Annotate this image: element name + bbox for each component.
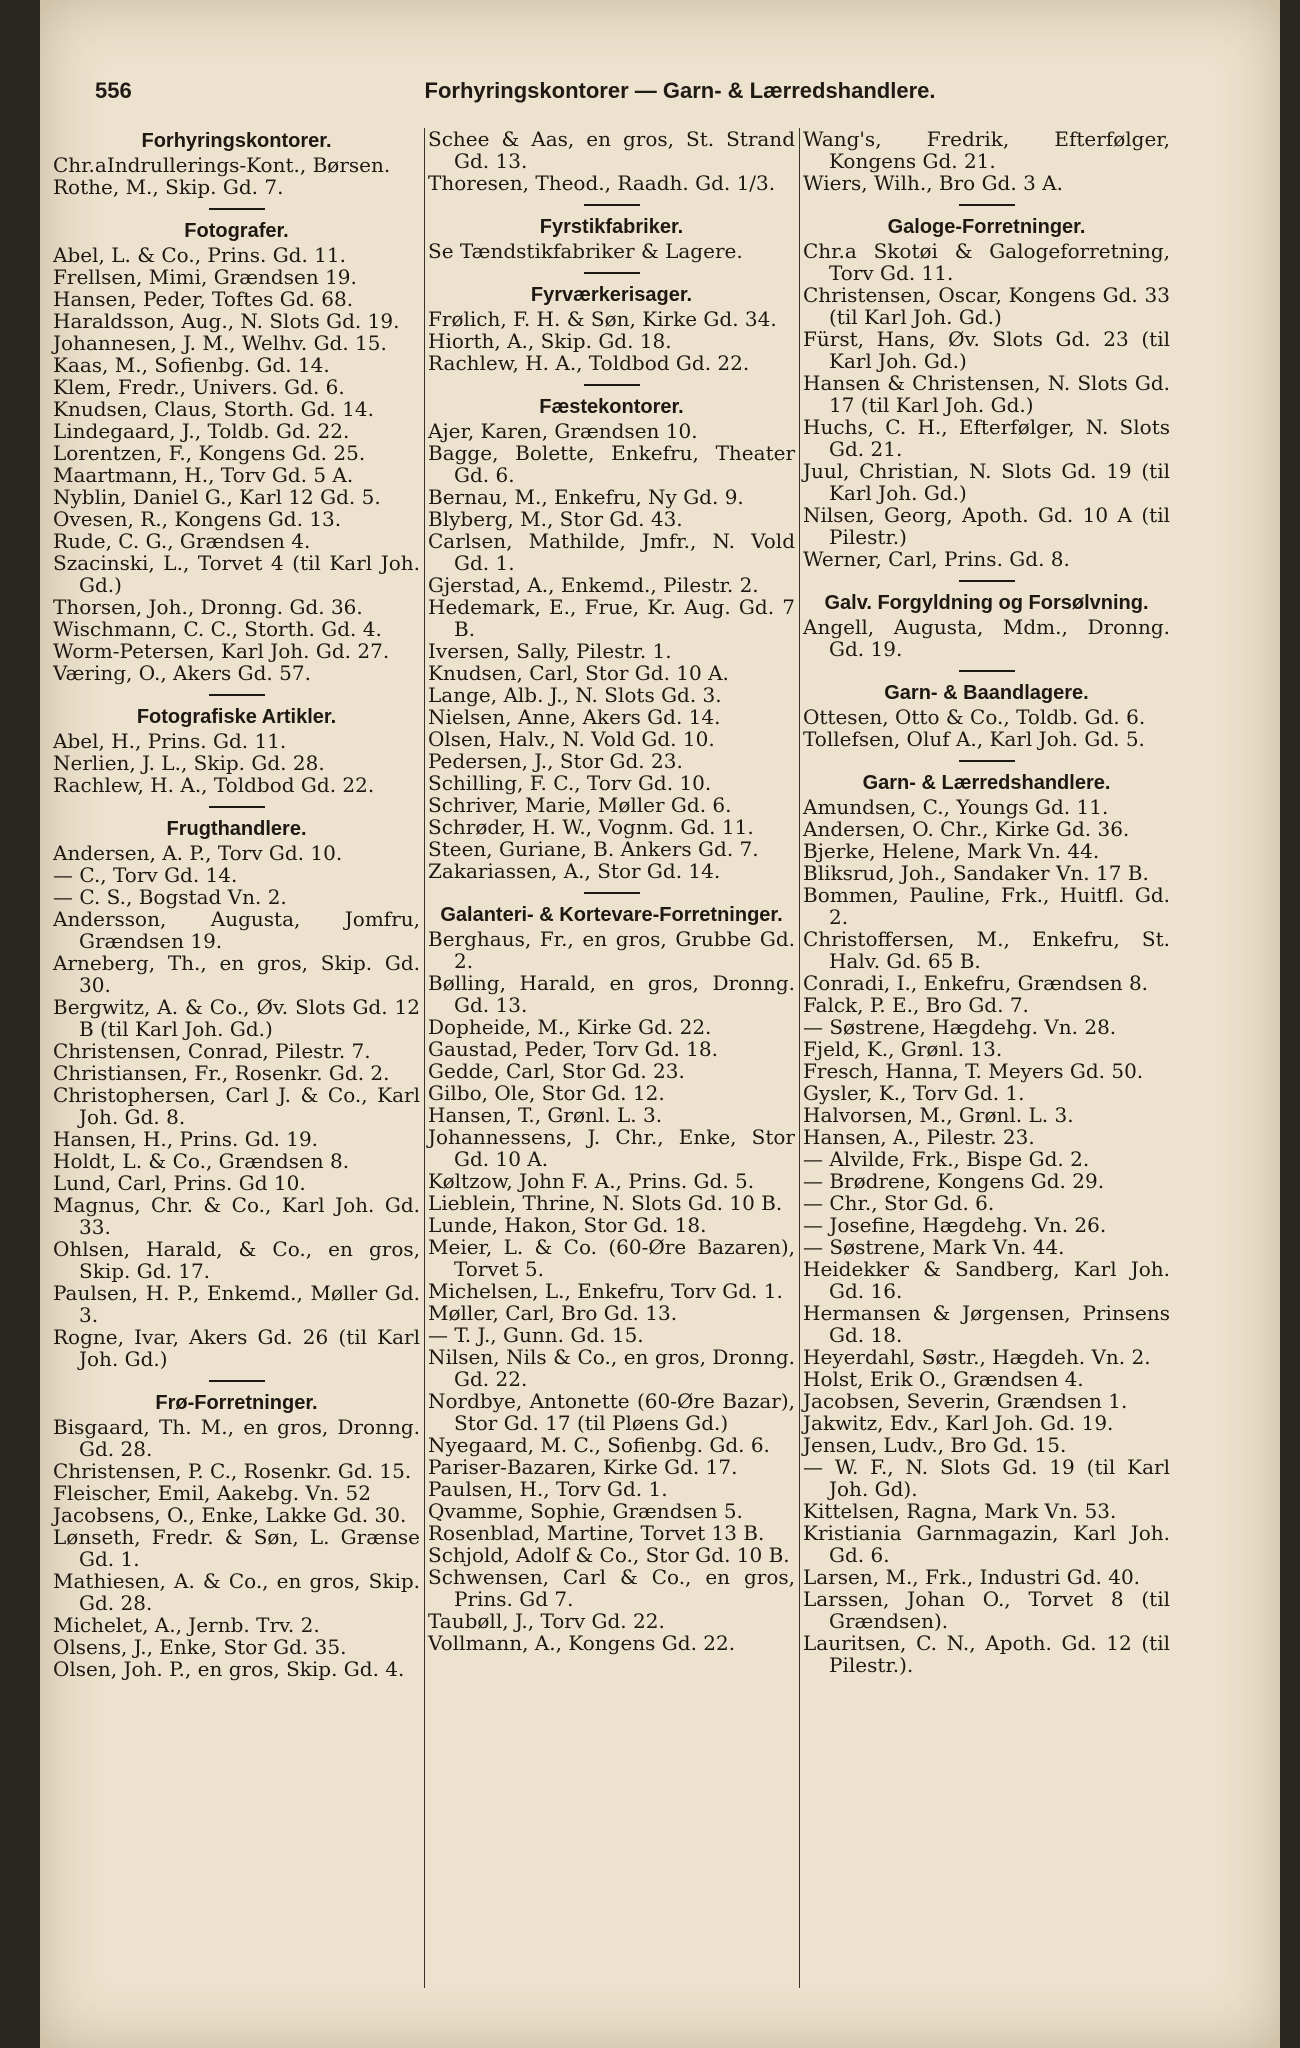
section-heading: Fæstekontorer.	[539, 396, 684, 418]
directory-entry: Ovesen, R., Kongens Gd. 13.	[53, 507, 342, 531]
directory-entry: — Søstrene, Hægdehg. Vn. 28.	[803, 1015, 1117, 1039]
directory-entry: Michelet, A., Jernb. Trv. 2.	[53, 1613, 320, 1637]
directory-entry: Bisgaard, Th. M., en gros, Dronng. Gd. 28.	[53, 1415, 420, 1461]
directory-entry: Jacobsen, Severin, Grændsen 1.	[803, 1389, 1128, 1413]
directory-entry: Hedemark, E., Frue, Kr. Aug. Gd. 7 B.	[428, 595, 795, 641]
directory-entry: Kittelsen, Ragna, Mark Vn. 53.	[803, 1499, 1117, 1523]
directory-entry: Nielsen, Anne, Akers Gd. 14.	[428, 705, 721, 729]
directory-entry: Bliksrud, Joh., Sandaker Vn. 17 B.	[803, 861, 1149, 885]
directory-entry: — Alvilde, Frk., Bispe Gd. 2.	[803, 1147, 1090, 1171]
directory-entry: Klem, Fredr., Univers. Gd. 6.	[53, 375, 345, 399]
directory-entry: Olsen, Halv., N. Vold Gd. 10.	[428, 727, 715, 751]
directory-entry: Lønseth, Fredr. & Søn, L. Grænse Gd. 1.	[53, 1525, 420, 1571]
directory-entry: Christensen, P. C., Rosenkr. Gd. 15.	[53, 1459, 412, 1483]
directory-entry: Rogne, Ivar, Akers Gd. 26 (til Karl Joh. Gd.)	[53, 1325, 420, 1371]
directory-entry: Huchs, C. H., Efterfølger, N. Slots Gd. 21.	[803, 415, 1170, 461]
section-separator	[584, 272, 640, 274]
directory-entry: Thorsen, Joh., Dronng. Gd. 36.	[53, 595, 363, 619]
directory-entry: Lindegaard, J., Toldb. Gd. 22.	[53, 419, 350, 443]
directory-entry: Olsen, Joh. P., en gros, Skip. Gd. 4.	[53, 1657, 405, 1681]
directory-entry: Holdt, L. & Co., Grændsen 8.	[53, 1149, 350, 1173]
section-separator	[209, 208, 265, 210]
section-heading: Galv. Forgyldning og Forsølvning.	[824, 592, 1149, 614]
directory-entry: Johannesen, J. M., Welhv. Gd. 15.	[53, 331, 387, 355]
directory-entry: Michelsen, L., Enkefru, Torv Gd. 1.	[428, 1279, 783, 1303]
directory-entry: Rothe, M., Skip. Gd. 7.	[53, 175, 284, 199]
section-heading: Frø-Forretninger.	[155, 1392, 318, 1414]
directory-entry: Chr.a Skotøi & Galogeforretning, Torv Gd. 11.	[803, 239, 1170, 285]
directory-entry: Rude, C. G., Grændsen 4.	[53, 529, 311, 553]
directory-entry: Schee & Aas, en gros, St. Strand Gd. 13.	[428, 127, 795, 173]
section-heading: Fyrværkerisager.	[530, 284, 693, 306]
directory-entry: Fürst, Hans, Øv. Slots Gd. 23 (til Karl Joh. Gd.)	[803, 327, 1170, 373]
directory-entry: Bernau, M., Enkefru, Ny Gd. 9.	[428, 485, 744, 509]
directory-entry: Paulsen, H., Torv Gd. 1.	[428, 1477, 668, 1501]
directory-entry: Jacobsens, O., Enke, Lakke Gd. 30.	[53, 1503, 407, 1527]
directory-entry: Larssen, Johan O., Torvet 8 (til Grændsen).	[803, 1587, 1170, 1633]
directory-entry: Gysler, K., Torv Gd. 1.	[803, 1081, 1025, 1105]
section-heading: Fotografer.	[184, 220, 289, 242]
directory-entry: Zakariassen, A., Stor Gd. 14.	[428, 859, 721, 883]
directory-entry: Knudsen, Claus, Storth. Gd. 14.	[53, 397, 374, 421]
directory-entry: Iversen, Sally, Pilestr. 1.	[428, 639, 672, 663]
section-heading: Frugthandlere.	[166, 818, 307, 840]
section-separator	[959, 204, 1015, 206]
directory-entry: Taubøll, J., Torv Gd. 22.	[428, 1609, 665, 1633]
column-1	[53, 128, 420, 1680]
directory-entry: Køltzow, John F. A., Prins. Gd. 5.	[428, 1169, 755, 1193]
section-heading: Forhyringskontorer.	[141, 130, 332, 152]
directory-entry: — Brødrene, Kongens Gd. 29.	[803, 1169, 1105, 1193]
directory-entry: Wischmann, C. C., Storth. Gd. 4.	[53, 617, 382, 641]
directory-entry: Werner, Carl, Prins. Gd. 8.	[803, 547, 1070, 571]
section-separator	[584, 204, 640, 206]
column-divider	[424, 128, 425, 1988]
directory-entry: Angell, Augusta, Mdm., Dronng. Gd. 19.	[803, 615, 1170, 661]
directory-entry: Olsens, J., Enke, Stor Gd. 35.	[53, 1635, 347, 1659]
directory-entry: Nilsen, Nils & Co., en gros, Dronng. Gd. 22.	[428, 1345, 795, 1391]
directory-entry: Ottesen, Otto & Co., Toldb. Gd. 6.	[803, 705, 1146, 729]
directory-entry: Schilling, F. C., Torv Gd. 10.	[428, 771, 712, 795]
directory-entry: Dopheide, M., Kirke Gd. 22.	[428, 1015, 712, 1039]
directory-entry: Hansen, T., Grønl. L. 3.	[428, 1103, 663, 1127]
directory-entry: Fleischer, Emil, Aakebg. Vn. 52	[53, 1481, 371, 1505]
directory-entry: Lange, Alb. J., N. Slots Gd. 3.	[428, 683, 722, 707]
directory-entry: Vollmann, A., Kongens Gd. 22.	[428, 1631, 736, 1655]
directory-entry: Frølich, F. H. & Søn, Kirke Gd. 34.	[428, 307, 777, 331]
directory-entry: Kaas, M., Sofienbg. Gd. 14.	[53, 353, 330, 377]
directory-entry: Nerlien, J. L., Skip. Gd. 28.	[53, 751, 325, 775]
directory-entry: Schriver, Marie, Møller Gd. 6.	[428, 793, 732, 817]
directory-entry: Tollefsen, Oluf A., Karl Joh. Gd. 5.	[803, 727, 1145, 751]
directory-entry: Schjold, Adolf & Co., Stor Gd. 10 B.	[428, 1543, 790, 1567]
directory-entry: — C., Torv Gd. 14.	[53, 863, 238, 887]
directory-entry: Heyerdahl, Søstr., Hægdeh. Vn. 2.	[803, 1345, 1151, 1369]
directory-entry: Qvamme, Sophie, Grændsen 5.	[428, 1499, 743, 1523]
directory-entry: Nordbye, Antonette (60-Øre Bazar), Stor Gd. 17 (til Pløens Gd.)	[428, 1389, 795, 1435]
directory-entry: Christensen, Conrad, Pilestr. 7.	[53, 1039, 371, 1063]
directory-entry: Wiers, Wilh., Bro Gd. 3 A.	[803, 171, 1063, 195]
directory-entry: Halvorsen, M., Grønl. L. 3.	[803, 1103, 1074, 1127]
directory-entry: Wang's, Fredrik, Efterfølger, Kongens Gd. 21.	[803, 127, 1170, 173]
section-separator	[959, 670, 1015, 672]
directory-entry: Gedde, Carl, Stor Gd. 23.	[428, 1059, 685, 1083]
directory-entry: Ohlsen, Harald, & Co., en gros, Skip. Gd. 17.	[53, 1237, 420, 1283]
directory-entry: Arneberg, Th., en gros, Skip. Gd. 30.	[53, 951, 420, 997]
directory-entry: Heidekker & Sandberg, Karl Joh. Gd. 16.	[803, 1257, 1170, 1303]
directory-entry: Bagge, Bolette, Enkefru, Theater Gd. 6.	[428, 441, 795, 487]
directory-entry: Gilbo, Ole, Stor Gd. 12.	[428, 1081, 665, 1105]
directory-entry: Juul, Christian, N. Slots Gd. 19 (til Karl Joh. Gd.)	[803, 459, 1170, 505]
directory-entry: Hansen, A., Pilestr. 23.	[803, 1125, 1035, 1149]
directory-entry: Abel, H., Prins. Gd. 11.	[53, 729, 287, 753]
directory-entry: Conradi, I., Enkefru, Grændsen 8.	[803, 971, 1149, 995]
section-heading: Galoge-Forretninger.	[887, 216, 1086, 238]
directory-entry: Knudsen, Carl, Stor Gd. 10 A.	[428, 661, 729, 685]
directory-entry: Hermansen & Jørgensen, Prinsens Gd. 18.	[803, 1301, 1170, 1347]
directory-entry: Schwensen, Carl & Co., en gros, Prins. Gd 7.	[428, 1565, 795, 1611]
section-separator	[209, 806, 265, 808]
directory-entry: — T. J., Gunn. Gd. 15.	[428, 1323, 644, 1347]
directory-entry: Gjerstad, A., Enkemd., Pilestr. 2.	[428, 573, 759, 597]
directory-entry: Lauritsen, C. N., Apoth. Gd. 12 (til Pilestr.).	[803, 1631, 1170, 1677]
directory-entry: — Søstrene, Mark Vn. 44.	[803, 1235, 1065, 1259]
directory-entry: — C. S., Bogstad Vn. 2.	[53, 885, 287, 909]
directory-entry: Meier, L. & Co. (60-Øre Bazaren), Torvet 5.	[428, 1235, 795, 1281]
directory-entry: Paulsen, H. P., Enkemd., Møller Gd. 3.	[53, 1281, 420, 1327]
directory-entry: Se Tændstikfabriker & Lagere.	[428, 239, 743, 263]
column-3	[803, 128, 1170, 1676]
column-2	[428, 128, 795, 1654]
directory-entry: Carlsen, Mathilde, Jmfr., N. Vold Gd. 1.	[428, 529, 795, 575]
page-number: 556	[95, 78, 132, 103]
directory-entry: Fresch, Hanna, T. Meyers Gd. 50.	[803, 1059, 1144, 1083]
directory-entry: Jensen, Ludv., Bro Gd. 15.	[803, 1433, 1067, 1457]
directory-entry: Rachlew, H. A., Toldbod Gd. 22.	[53, 773, 375, 797]
directory-entry: Andersen, A. P., Torv Gd. 10.	[53, 841, 343, 865]
directory-entry: Rosenblad, Martine, Torvet 13 B.	[428, 1521, 765, 1545]
section-separator	[209, 1380, 265, 1382]
section-separator	[959, 760, 1015, 762]
running-title: Forhyringskontorer — Garn- & Lærredshandlere.	[424, 78, 936, 103]
section-separator	[959, 580, 1015, 582]
directory-entry: Berghaus, Fr., en gros, Grubbe Gd. 2.	[428, 927, 795, 973]
directory-entry: Thoresen, Theod., Raadh. Gd. 1/3.	[428, 171, 776, 195]
directory-entry: Lunde, Hakon, Stor Gd. 18.	[428, 1213, 707, 1237]
directory-entry: Hiorth, A., Skip. Gd. 18.	[428, 329, 672, 353]
directory-entry: Chr.aIndrullerings-Kont., Børsen.	[53, 153, 391, 177]
section-heading: Garn- & Lærredshandlere.	[862, 772, 1111, 794]
directory-entry: Ajer, Karen, Grændsen 10.	[428, 419, 698, 443]
directory-entry: Larsen, M., Frk., Industri Gd. 40.	[803, 1565, 1141, 1589]
directory-entry: Bommen, Pauline, Frk., Huitfl. Gd. 2.	[803, 883, 1170, 929]
section-separator	[209, 694, 265, 696]
directory-entry: Maartmann, H., Torv Gd. 5 A.	[53, 463, 354, 487]
section-heading: Galanteri- & Kortevare-Forretninger.	[440, 904, 783, 926]
directory-entry: Bergwitz, A. & Co., Øv. Slots Gd. 12 B (til Karl Joh. Gd.)	[53, 995, 420, 1041]
directory-entry: Christensen, Oscar, Kongens Gd. 33 (til Karl Joh. Gd.)	[803, 283, 1170, 329]
section-heading: Garn- & Baandlagere.	[884, 682, 1089, 704]
directory-entry: Haraldsson, Aug., N. Slots Gd. 19.	[53, 309, 400, 333]
directory-entry: Gaustad, Peder, Torv Gd. 18.	[428, 1037, 718, 1061]
directory-entry: Rachlew, H. A., Toldbod Gd. 22.	[428, 351, 750, 375]
section-heading: Fotografiske Artikler.	[136, 706, 337, 728]
directory-entry: Amundsen, C., Youngs Gd. 11.	[803, 795, 1109, 819]
directory-entry: Andersson, Augusta, Jomfru, Grændsen 19.	[53, 907, 420, 953]
directory-entry: Lund, Carl, Prins. Gd 10.	[53, 1171, 306, 1195]
directory-entry: Christophersen, Carl J. & Co., Karl Joh. Gd. 8.	[53, 1083, 420, 1129]
directory-entry: Bjerke, Helene, Mark Vn. 44.	[803, 839, 1100, 863]
directory-entry: Abel, L. & Co., Prins. Gd. 11.	[53, 243, 346, 267]
directory-entry: Hansen, Peder, Toftes Gd. 68.	[53, 287, 354, 311]
directory-entry: Christiansen, Fr., Rosenkr. Gd. 2.	[53, 1061, 390, 1085]
directory-entry: — W. F., N. Slots Gd. 19 (til Karl Joh. Gd).	[803, 1455, 1170, 1501]
directory-entry: Jakwitz, Edv., Karl Joh. Gd. 19.	[803, 1411, 1114, 1435]
directory-entry: Szacinski, L., Torvet 4 (til Karl Joh. Gd.)	[53, 551, 420, 597]
directory-entry: Mathiesen, A. & Co., en gros, Skip. Gd. 28.	[53, 1569, 420, 1615]
directory-entry: Magnus, Chr. & Co., Karl Joh. Gd. 33.	[53, 1193, 420, 1239]
directory-entry: Christoffersen, M., Enkefru, St. Halv. Gd. 65 B.	[803, 927, 1170, 973]
column-divider	[799, 128, 800, 1988]
directory-entry: Lieblein, Thrine, N. Slots Gd. 10 B.	[428, 1191, 783, 1215]
directory-entry: Falck, P. E., Bro Gd. 7.	[803, 993, 1029, 1017]
directory-entry: Nilsen, Georg, Apoth. Gd. 10 A (til Pilestr.)	[803, 503, 1170, 549]
directory-entry: Nyblin, Daniel G., Karl 12 Gd. 5.	[53, 485, 381, 509]
directory-entry: Hansen & Christensen, N. Slots Gd. 17 (til Karl Joh. Gd.)	[803, 371, 1170, 417]
directory-entry: Steen, Guriane, B. Ankers Gd. 7.	[428, 837, 759, 861]
page-header	[95, 78, 1265, 112]
directory-entry: — Chr., Stor Gd. 6.	[803, 1191, 995, 1215]
directory-entry: Frellsen, Mimi, Grændsen 19.	[53, 265, 357, 289]
directory-entry: Nyegaard, M. C., Sofienbg. Gd. 6.	[428, 1433, 770, 1457]
directory-entry: Pariser-Bazaren, Kirke Gd. 17.	[428, 1455, 738, 1479]
directory-entry: Holst, Erik O., Grændsen 4.	[803, 1367, 1084, 1391]
directory-entry: Fjeld, K., Grønl. 13.	[803, 1037, 1003, 1061]
directory-entry: Worm-Petersen, Karl Joh. Gd. 27.	[53, 639, 390, 663]
directory-entry: Hansen, H., Prins. Gd. 19.	[53, 1127, 319, 1151]
directory-entry: Møller, Carl, Bro Gd. 13.	[428, 1301, 678, 1325]
directory-entry: Pedersen, J., Stor Gd. 23.	[428, 749, 683, 773]
directory-entry: Johannessens, J. Chr., Enke, Stor Gd. 10 A.	[428, 1125, 795, 1171]
directory-entry: — Josefine, Hægdehg. Vn. 26.	[803, 1213, 1107, 1237]
directory-entry: Andersen, O. Chr., Kirke Gd. 36.	[803, 817, 1130, 841]
directory-entry: Lorentzen, F., Kongens Gd. 25.	[53, 441, 366, 465]
section-heading: Fyrstikfabriker.	[539, 216, 684, 238]
section-separator	[584, 384, 640, 386]
section-separator	[584, 892, 640, 894]
directory-entry: Schrøder, H. W., Vognm. Gd. 11.	[428, 815, 754, 839]
directory-entry: Væring, O., Akers Gd. 57.	[53, 661, 311, 685]
directory-entry: Kristiania Garnmagazin, Karl Joh. Gd. 6.	[803, 1521, 1170, 1567]
directory-entry: Bølling, Harald, en gros, Dronng. Gd. 13.	[428, 971, 795, 1017]
directory-entry: Blyberg, M., Stor Gd. 43.	[428, 507, 683, 531]
